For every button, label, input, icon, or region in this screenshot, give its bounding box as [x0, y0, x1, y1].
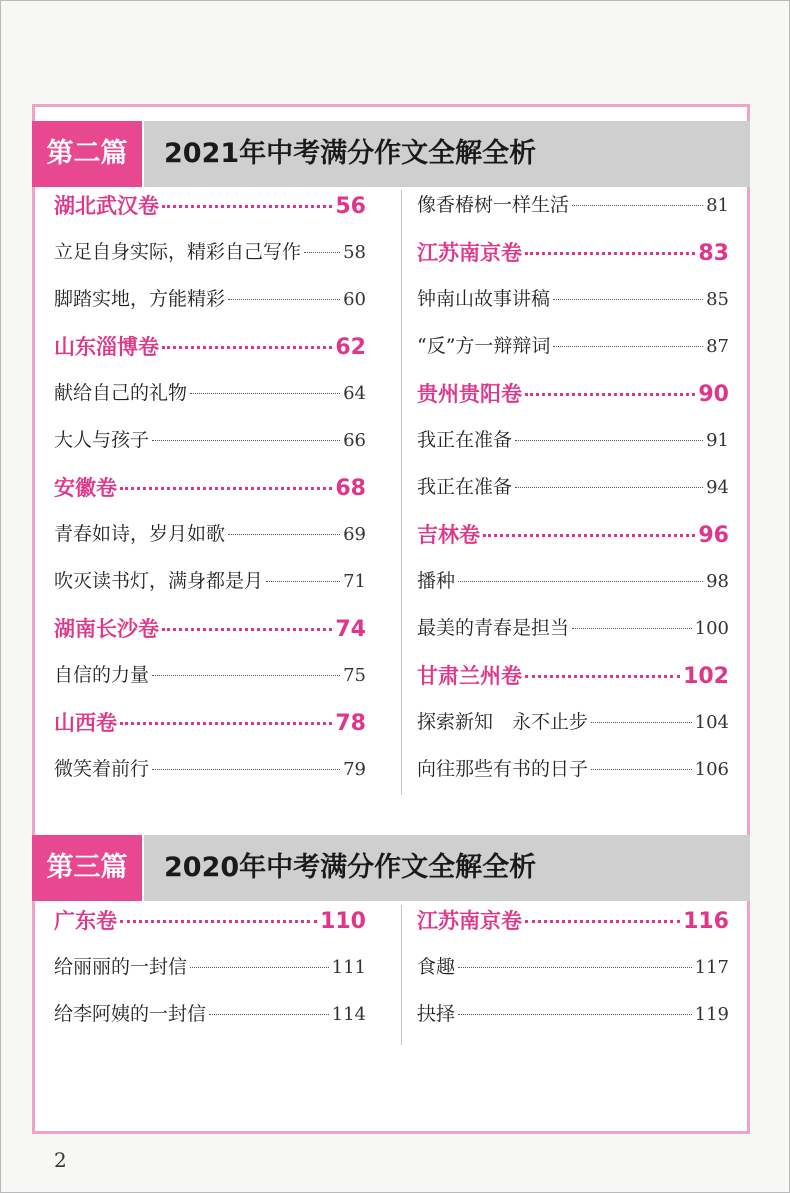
- entry-title: 自信的力量: [54, 664, 150, 686]
- entry-page-number: 68: [335, 476, 366, 501]
- dot-leader: [515, 440, 703, 441]
- dot-leader: [458, 967, 692, 968]
- toc-province-entry[interactable]: [54, 707, 366, 754]
- dot-leader: [152, 769, 340, 770]
- entry-page-number: 106: [694, 759, 729, 780]
- column-divider: [401, 905, 402, 1045]
- section-label: 第二篇: [32, 121, 144, 187]
- dot-leader: [591, 722, 692, 723]
- toc-province-entry[interactable]: [417, 378, 729, 425]
- dot-leader: [525, 393, 695, 396]
- entry-title: 安徽卷: [54, 476, 117, 500]
- entry-page-number: 79: [343, 759, 366, 780]
- section-header-2: [32, 121, 750, 187]
- toc-article-entry[interactable]: [54, 999, 366, 1046]
- toc-province-entry[interactable]: [54, 613, 366, 660]
- dot-leader: [120, 487, 332, 490]
- dot-leader: [483, 534, 695, 537]
- entry-page-number: 110: [320, 909, 366, 934]
- entry-page-number: 58: [343, 242, 366, 263]
- entry-title: 广东卷: [54, 909, 117, 933]
- entry-title: 山西卷: [54, 711, 117, 735]
- toc-column-left: [54, 905, 366, 1046]
- toc-article-entry[interactable]: [417, 425, 729, 472]
- toc-column-left: [54, 190, 366, 801]
- dot-leader: [162, 346, 332, 349]
- entry-title: 献给自己的礼物: [54, 382, 188, 404]
- entry-title: 大人与孩子: [54, 429, 150, 451]
- dot-leader: [572, 628, 692, 629]
- toc-article-entry[interactable]: [417, 754, 729, 801]
- section-title: 2021年中考满分作文全解全析: [164, 138, 537, 169]
- entry-title: 给李阿姨的一封信: [54, 1003, 207, 1025]
- toc-article-entry[interactable]: [417, 190, 729, 237]
- entry-page-number: 62: [335, 335, 366, 360]
- entry-page-number: 78: [335, 711, 366, 736]
- toc-article-entry[interactable]: [417, 952, 729, 999]
- entry-title: 食趣: [417, 956, 456, 978]
- toc-province-entry[interactable]: [54, 190, 366, 237]
- entry-title: 钟南山故事讲稿: [417, 288, 551, 310]
- entry-page-number: 114: [331, 1004, 366, 1025]
- entry-page-number: 102: [683, 664, 729, 689]
- dot-leader: [190, 967, 329, 968]
- toc-article-entry[interactable]: [417, 566, 729, 613]
- dot-leader: [190, 393, 340, 394]
- entry-page-number: 60: [343, 289, 366, 310]
- entry-page-number: 75: [343, 665, 366, 686]
- toc-article-entry[interactable]: [54, 566, 366, 613]
- page-number: 2: [54, 1148, 67, 1172]
- toc-province-entry[interactable]: [417, 905, 729, 952]
- toc-province-entry[interactable]: [417, 519, 729, 566]
- entry-title: 青春如诗，岁月如歌: [54, 523, 226, 545]
- dot-leader: [228, 299, 340, 300]
- entry-title: 我正在准备: [417, 476, 513, 498]
- toc-article-entry[interactable]: [54, 660, 366, 707]
- toc-column-right: [417, 905, 729, 1046]
- section-header-3: [32, 835, 750, 901]
- dot-leader: [572, 205, 703, 206]
- entry-page-number: 69: [343, 524, 366, 545]
- entry-title: 吹灭读书灯，满身都是月: [54, 570, 264, 592]
- entry-page-number: 85: [706, 289, 729, 310]
- toc-article-entry[interactable]: [54, 378, 366, 425]
- dot-leader: [525, 920, 680, 923]
- dot-leader: [553, 299, 703, 300]
- entry-title: 江苏南京卷: [417, 909, 522, 933]
- entry-page-number: 74: [335, 617, 366, 642]
- dot-leader: [591, 769, 692, 770]
- toc-article-entry[interactable]: [417, 613, 729, 660]
- dot-leader: [304, 252, 340, 253]
- toc-province-entry[interactable]: [417, 660, 729, 707]
- entry-page-number: 98: [706, 571, 729, 592]
- entry-title: 脚踏实地，方能精彩: [54, 288, 226, 310]
- entry-page-number: 119: [694, 1004, 729, 1025]
- entry-page-number: 100: [694, 618, 729, 639]
- entry-title: 最美的青春是担当: [417, 617, 570, 639]
- entry-page-number: 71: [343, 571, 366, 592]
- entry-page-number: 111: [331, 957, 366, 978]
- dot-leader: [266, 581, 340, 582]
- entry-page-number: 56: [335, 194, 366, 219]
- toc-province-entry[interactable]: [54, 472, 366, 519]
- dot-leader: [525, 675, 680, 678]
- dot-leader: [228, 534, 340, 535]
- dot-leader: [525, 252, 695, 255]
- toc-article-entry[interactable]: [417, 707, 729, 754]
- toc-province-entry[interactable]: [417, 237, 729, 284]
- entry-page-number: 94: [706, 477, 729, 498]
- entry-page-number: 116: [683, 909, 729, 934]
- entry-title: 我正在准备: [417, 429, 513, 451]
- toc-article-entry[interactable]: [54, 952, 366, 999]
- toc-article-entry[interactable]: [417, 331, 729, 378]
- entry-page-number: 83: [698, 241, 729, 266]
- entry-title: 立足自身实际，精彩自己写作: [54, 241, 302, 263]
- toc-province-entry[interactable]: [54, 905, 366, 952]
- entry-title: 微笑着前行: [54, 758, 150, 780]
- entry-page-number: 91: [706, 430, 729, 451]
- entry-title: 湖北武汉卷: [54, 194, 159, 218]
- entry-title: 吉林卷: [417, 523, 480, 547]
- entry-title: 抉择: [417, 1003, 456, 1025]
- entry-title: 湖南长沙卷: [54, 617, 159, 641]
- entry-title: 贵州贵阳卷: [417, 382, 522, 406]
- dot-leader: [553, 346, 703, 347]
- entry-page-number: 64: [343, 383, 366, 404]
- dot-leader: [458, 581, 703, 582]
- section-label: 第三篇: [32, 835, 144, 901]
- entry-title: 江苏南京卷: [417, 241, 522, 265]
- entry-title: 向往那些有书的日子: [417, 758, 589, 780]
- toc-article-entry[interactable]: [54, 425, 366, 472]
- toc-article-entry[interactable]: [417, 284, 729, 331]
- entry-title: 探索新知 永不止步: [417, 711, 589, 733]
- toc-article-entry[interactable]: [417, 472, 729, 519]
- toc-province-entry[interactable]: [54, 331, 366, 378]
- dot-leader: [120, 920, 317, 923]
- toc-article-entry[interactable]: [54, 754, 366, 801]
- dot-leader: [209, 1014, 329, 1015]
- toc-column-right: [417, 190, 729, 801]
- entry-title: 山东淄博卷: [54, 335, 159, 359]
- entry-title: 甘肃兰州卷: [417, 664, 522, 688]
- entry-page-number: 117: [694, 957, 729, 978]
- entry-page-number: 104: [694, 712, 729, 733]
- dot-leader: [152, 675, 340, 676]
- dot-leader: [458, 1014, 692, 1015]
- toc-article-entry[interactable]: [54, 237, 366, 284]
- entry-page-number: 66: [343, 430, 366, 451]
- entry-page-number: 90: [698, 382, 729, 407]
- dot-leader: [120, 722, 332, 725]
- entry-title: 播种: [417, 570, 456, 592]
- dot-leader: [152, 440, 340, 441]
- dot-leader: [515, 487, 703, 488]
- toc-article-entry[interactable]: [54, 284, 366, 331]
- entry-page-number: 81: [706, 195, 729, 216]
- entry-title: 给丽丽的一封信: [54, 956, 188, 978]
- column-divider: [401, 190, 402, 795]
- dot-leader: [162, 205, 332, 208]
- dot-leader: [162, 628, 332, 631]
- entry-page-number: 87: [706, 336, 729, 357]
- entry-page-number: 96: [698, 523, 729, 548]
- toc-article-entry[interactable]: [54, 519, 366, 566]
- section-title: 2020年中考满分作文全解全析: [164, 852, 537, 883]
- entry-title: 像香椿树一样生活: [417, 194, 570, 216]
- toc-article-entry[interactable]: [417, 999, 729, 1046]
- entry-title: “反”方一辩辩词: [417, 335, 551, 357]
